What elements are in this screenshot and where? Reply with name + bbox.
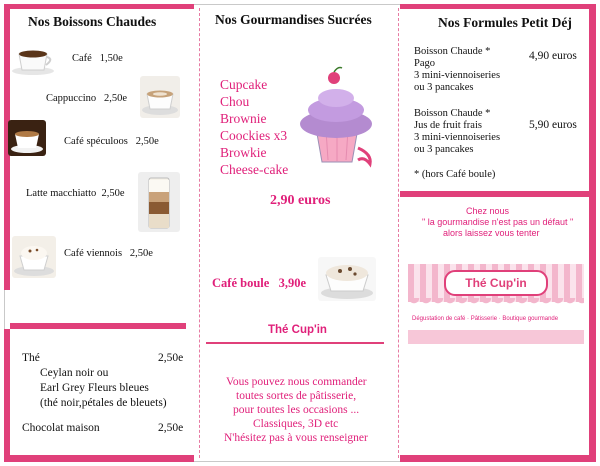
cafe-boule-image <box>318 257 376 301</box>
sweet-item-cupcake: Cupcake <box>220 77 268 92</box>
shop-logo: Thé Cup'in <box>444 270 548 296</box>
order-line-1: Vous pouvez nous commander <box>226 376 367 388</box>
formule-note: * (hors Café boule) <box>414 169 496 180</box>
order-line-2: toutes sortes de pâtisserie, <box>236 390 357 402</box>
drink-cappuccino: Cappuccino 2,50e <box>46 93 128 104</box>
pink-bar-left-mid <box>10 323 186 329</box>
the-line-2: Earl Grey Fleurs bleues <box>40 382 149 394</box>
latte-glass-image <box>138 172 180 232</box>
chocolat-price: 2,50e <box>158 422 184 434</box>
pink-bar-top-left <box>4 4 194 9</box>
formule2-price: 5,90 euros <box>529 119 577 131</box>
quote-line-3: alors laissez vous tenter <box>443 228 540 238</box>
sweets-price: 2,90 euros <box>270 193 331 208</box>
drink-latte-macchiatto: Latte macchiatto 2,50e <box>26 188 125 199</box>
formule1-line-3: 3 mini-viennoiseries <box>414 70 501 81</box>
pink-bar-right-edge <box>589 4 596 462</box>
order-line-4: Classiques, 3D etc <box>253 418 339 430</box>
pink-bar-right-mid <box>400 191 589 197</box>
order-line-5: N'hésitez pas à vous renseigner <box>224 432 368 444</box>
order-line-3: pour toutes les occasions ... <box>233 404 360 416</box>
logo-footer-strip <box>408 330 584 344</box>
col3-title: Nos Formules Petit Déj <box>438 15 572 30</box>
formule2-line-3: 3 mini-viennoiseries <box>414 132 501 143</box>
sweet-item-brownie: Brownie <box>220 111 267 126</box>
chocolat-label: Chocolat maison <box>22 422 100 434</box>
pink-bar-right-bottom <box>400 455 596 462</box>
sweet-item-cookies: Coockies x3 <box>220 128 288 143</box>
col2-brand-underline <box>206 342 384 344</box>
formule2-line-4: ou 3 pancakes <box>414 144 474 155</box>
formule2-line-1: Boisson Chaude * <box>414 108 491 119</box>
pink-bar-left-bottom <box>4 455 194 462</box>
quote-line-1: Chez nous <box>466 206 510 216</box>
formule2-line-2: Jus de fruit frais <box>414 120 482 131</box>
cappuccino-cup-image <box>140 76 180 118</box>
the-line-1: Ceylan noir ou <box>40 367 109 379</box>
col2-title: Nos Gourmandises Sucrées <box>215 12 372 27</box>
the-price: 2,50e <box>158 352 184 364</box>
the-label: Thé <box>22 352 40 364</box>
viennois-cup-image <box>12 236 56 278</box>
cafe-cup-image <box>10 44 56 76</box>
formule1-price: 4,90 euros <box>529 50 577 62</box>
quote-line-2: " la gourmandise n'est pas un défaut " <box>422 217 574 227</box>
sweet-item-chou: Chou <box>220 94 250 109</box>
cafe-boule-label: Café boule 3,90e <box>212 276 307 290</box>
pink-bar-left-inner <box>4 329 10 462</box>
drink-cafe: Café 1,50e <box>72 53 123 64</box>
speculoos-cup-image <box>8 120 46 156</box>
column-divider-2 <box>398 8 399 458</box>
pink-bar-top-right <box>400 4 596 9</box>
shop-tagline: Dégustation de café · Pâtisserie · Boutique gourmande <box>412 316 559 322</box>
drink-cafe-speculoos: Café spéculoos 2,50e <box>64 136 159 147</box>
column-divider-1 <box>199 8 200 458</box>
formule1-line-2: Pago <box>414 58 435 69</box>
logo-awning-scallop <box>408 298 584 306</box>
cupcake-illustration <box>288 62 388 172</box>
drink-cafe-viennois: Café viennois 2,50e <box>64 248 153 259</box>
sweet-item-cheesecake: Cheese-cake <box>220 162 289 177</box>
col1-title: Nos Boissons Chaudes <box>28 14 157 29</box>
col2-brand: Thé Cup'in <box>268 324 327 336</box>
the-line-3: (thé noir,pétales de bleuets) <box>40 397 167 409</box>
formule1-line-1: Boisson Chaude * <box>414 46 491 57</box>
formule1-line-4: ou 3 pancakes <box>414 82 474 93</box>
sweet-item-browkie: Browkie <box>220 145 267 160</box>
